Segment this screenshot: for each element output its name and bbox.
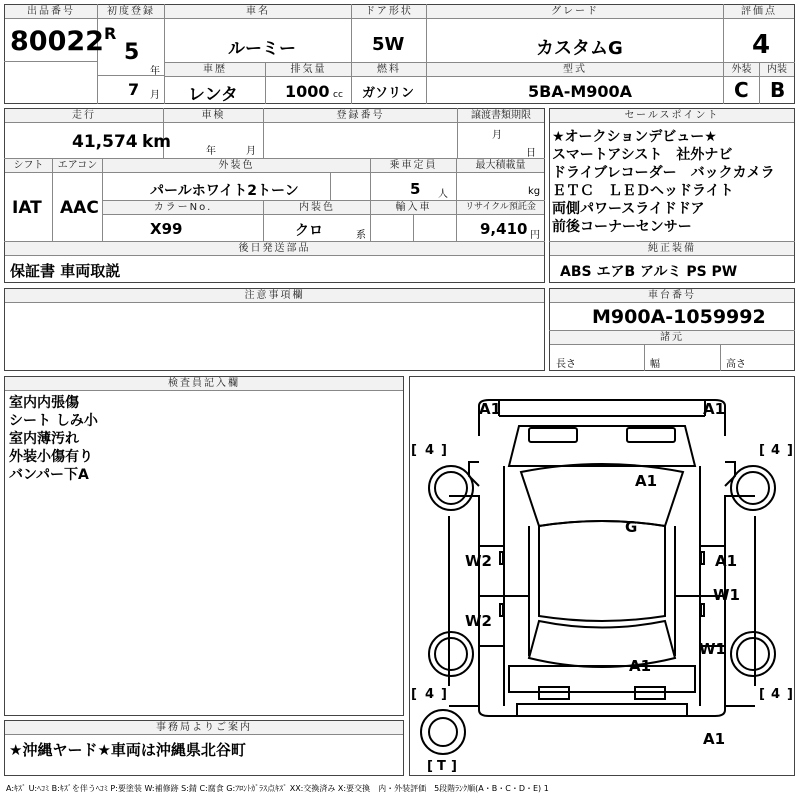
mark-right-front-door: A1	[715, 552, 738, 570]
mark-windshield: G	[625, 518, 638, 536]
legend: A:ｷｽﾞ U:ﾍｺﾐ B:ｷｽﾞを伴うﾍｺﾐ P:要塗装 W:補修跡 S:錆 C:腐食 G:ﾌﾛﾝﾄｶﾞﾗｽ点ｷｽﾞ XX:交換済み X:要交換 内・外装評価 5段階ﾗﾝｸ順(A・B・C・D・E) 1	[6, 784, 549, 793]
office-label: 事務局よりご案内	[5, 721, 403, 735]
color-no-label: カラーNo.	[103, 201, 263, 215]
mileage-unit: km	[142, 132, 172, 152]
inspection-label: 車検	[164, 109, 263, 123]
chassis-label: 車台番号	[550, 289, 794, 303]
recycle-value: 9,410	[480, 220, 528, 238]
max-load-label: 最大積載量	[457, 159, 544, 173]
equipment-value: ABS エアB アルミ PS PW	[560, 264, 738, 280]
doors-label: ドア形状	[352, 5, 426, 19]
car-name-label: 車名	[165, 5, 351, 19]
score-label: 評価点	[724, 5, 794, 19]
spec-width: 幅	[650, 359, 660, 370]
specs-label: 諸元	[550, 331, 794, 345]
score-value: 4	[752, 30, 771, 60]
recycle-label: リサイクル預託金	[457, 201, 544, 215]
svg-text:[: [	[427, 759, 433, 774]
ext-score: C	[734, 78, 749, 102]
lot-number: 80022	[10, 26, 104, 57]
mark-hood: A1	[635, 472, 658, 490]
mileage-label: 走行	[5, 109, 163, 123]
mileage-value: 41,574	[72, 132, 138, 152]
displacement-unit: cc	[333, 90, 343, 100]
tire-fl: 4	[425, 443, 435, 458]
spare-tire: T	[437, 759, 446, 774]
fuel-label: 燃料	[352, 63, 426, 77]
reg-no-label: 登録番号	[264, 109, 457, 123]
sales-point-item: ドライブレコーダー バックカメラ	[552, 165, 775, 181]
mark-right-rear-quarter: W1	[699, 640, 726, 658]
handover-label: 譲渡書類期限	[458, 109, 544, 123]
fuel-value: ガソリン	[362, 86, 415, 101]
aircon-value: AAC	[60, 198, 99, 218]
sales-point-item: 両側パワースライドドア	[552, 201, 705, 217]
svg-text:]: ]	[451, 759, 457, 774]
car-name: ルーミー	[228, 39, 296, 59]
displacement-value: 1000	[285, 82, 330, 101]
tire-rl: 4	[425, 687, 435, 702]
equipment-label: 純正装備	[550, 242, 794, 256]
int-color-value: クロ	[295, 223, 323, 239]
history-label: 車歴	[165, 63, 265, 77]
spec-length: 長さ	[556, 359, 576, 370]
handover-month-unit: 月	[492, 130, 502, 141]
import-label: 輸入車	[371, 201, 456, 215]
aircon-label: エアコン	[53, 159, 102, 173]
inspector-label: 検査員記入欄	[5, 377, 403, 391]
year-unit: 年	[150, 66, 160, 77]
sales-point-item: ＥＴＣ ＬＥＤヘッドライト	[552, 183, 734, 199]
chassis-value: M900A-1059992	[592, 306, 766, 328]
inspector-note-item: 外装小傷有り	[9, 449, 93, 465]
inspector-list	[9, 394, 98, 484]
color-no-value: X99	[150, 220, 183, 238]
first-reg-era: R	[104, 24, 117, 43]
first-reg-month: 7	[128, 80, 140, 99]
mark-right-rear-door: W1	[713, 586, 740, 604]
svg-text:[: [	[759, 443, 765, 458]
first-reg-year: 5	[124, 40, 140, 65]
svg-text:]: ]	[441, 687, 447, 702]
int-color-unit: 系	[356, 230, 366, 241]
tire-fr: 4	[771, 443, 781, 458]
inspection-year-unit: 年	[206, 146, 216, 157]
ext-color-value: パールホワイト2トーン	[150, 183, 299, 199]
ext-color-label: 外装色	[103, 159, 370, 173]
history-value: レンタ	[188, 85, 238, 105]
recycle-unit: 円	[530, 230, 540, 241]
inspector-note-item: 室内内張傷	[9, 395, 79, 411]
svg-text:]: ]	[441, 443, 447, 458]
shift-value: IAT	[12, 198, 42, 218]
displacement-label: 排気量	[266, 63, 351, 77]
later-items-label: 後日発送部品	[5, 242, 544, 256]
tire-label-fl: [	[411, 443, 417, 458]
int-score-label: 内装	[760, 63, 794, 77]
shift-label: シフト	[5, 159, 52, 173]
svg-text:]: ]	[787, 443, 793, 458]
int-color-label: 内装色	[264, 201, 370, 215]
inspector-note-item: 室内薄汚れ	[9, 431, 79, 447]
inspector-note-item: シート しみ小	[9, 413, 98, 429]
mark-front-left: A1	[479, 400, 502, 418]
doors-value: 5W	[372, 34, 405, 55]
sales-point-item: スマートアシスト 社外ナビ	[552, 147, 733, 163]
mark-front-right: A1	[703, 400, 726, 418]
svg-text:[: [	[759, 687, 765, 702]
handover-day-unit: 日	[526, 148, 536, 159]
model-value: 5BA-M900A	[528, 82, 633, 101]
grade-value: カスタムG	[536, 38, 623, 59]
sales-point-item: ★オークションデビュー★	[552, 129, 717, 145]
sales-point-item: 前後コーナーセンサー	[552, 219, 692, 235]
inspector-note-item: バンパー下A	[9, 467, 89, 483]
model-label: 型式	[427, 63, 723, 77]
capacity-value: 5	[410, 180, 421, 198]
sales-points-list	[552, 128, 775, 236]
capacity-label: 乗車定員	[371, 159, 456, 173]
ext-score-label: 外装	[724, 63, 759, 77]
mark-rear-glass: A1	[629, 657, 652, 675]
capacity-unit: 人	[438, 189, 448, 200]
int-score: B	[770, 78, 786, 102]
sales-points-label: セールスポイント	[550, 109, 794, 123]
svg-text:]: ]	[787, 687, 793, 702]
mark-rear-bumper: A1	[703, 730, 726, 748]
inspection-month-unit: 月	[246, 146, 256, 157]
svg-text:[: [	[411, 687, 417, 702]
mark-left-front-door: W2	[465, 552, 492, 570]
lot-label: 出品番号	[5, 5, 97, 19]
spec-height: 高さ	[726, 359, 746, 370]
first-reg-label: 初度登録	[98, 5, 164, 19]
office-value: ★沖縄ヤード★車両は沖縄県北谷町	[9, 741, 246, 759]
max-load-unit: kg	[528, 186, 541, 197]
grade-label: グレード	[427, 5, 723, 19]
later-items-value: 保証書 車両取説	[10, 262, 121, 280]
notes-label: 注意事項欄	[5, 289, 544, 303]
month-unit: 月	[150, 90, 160, 101]
mark-left-rear-door: W2	[465, 612, 492, 630]
car-diagram-svg	[409, 376, 795, 776]
tire-rr: 4	[771, 687, 781, 702]
